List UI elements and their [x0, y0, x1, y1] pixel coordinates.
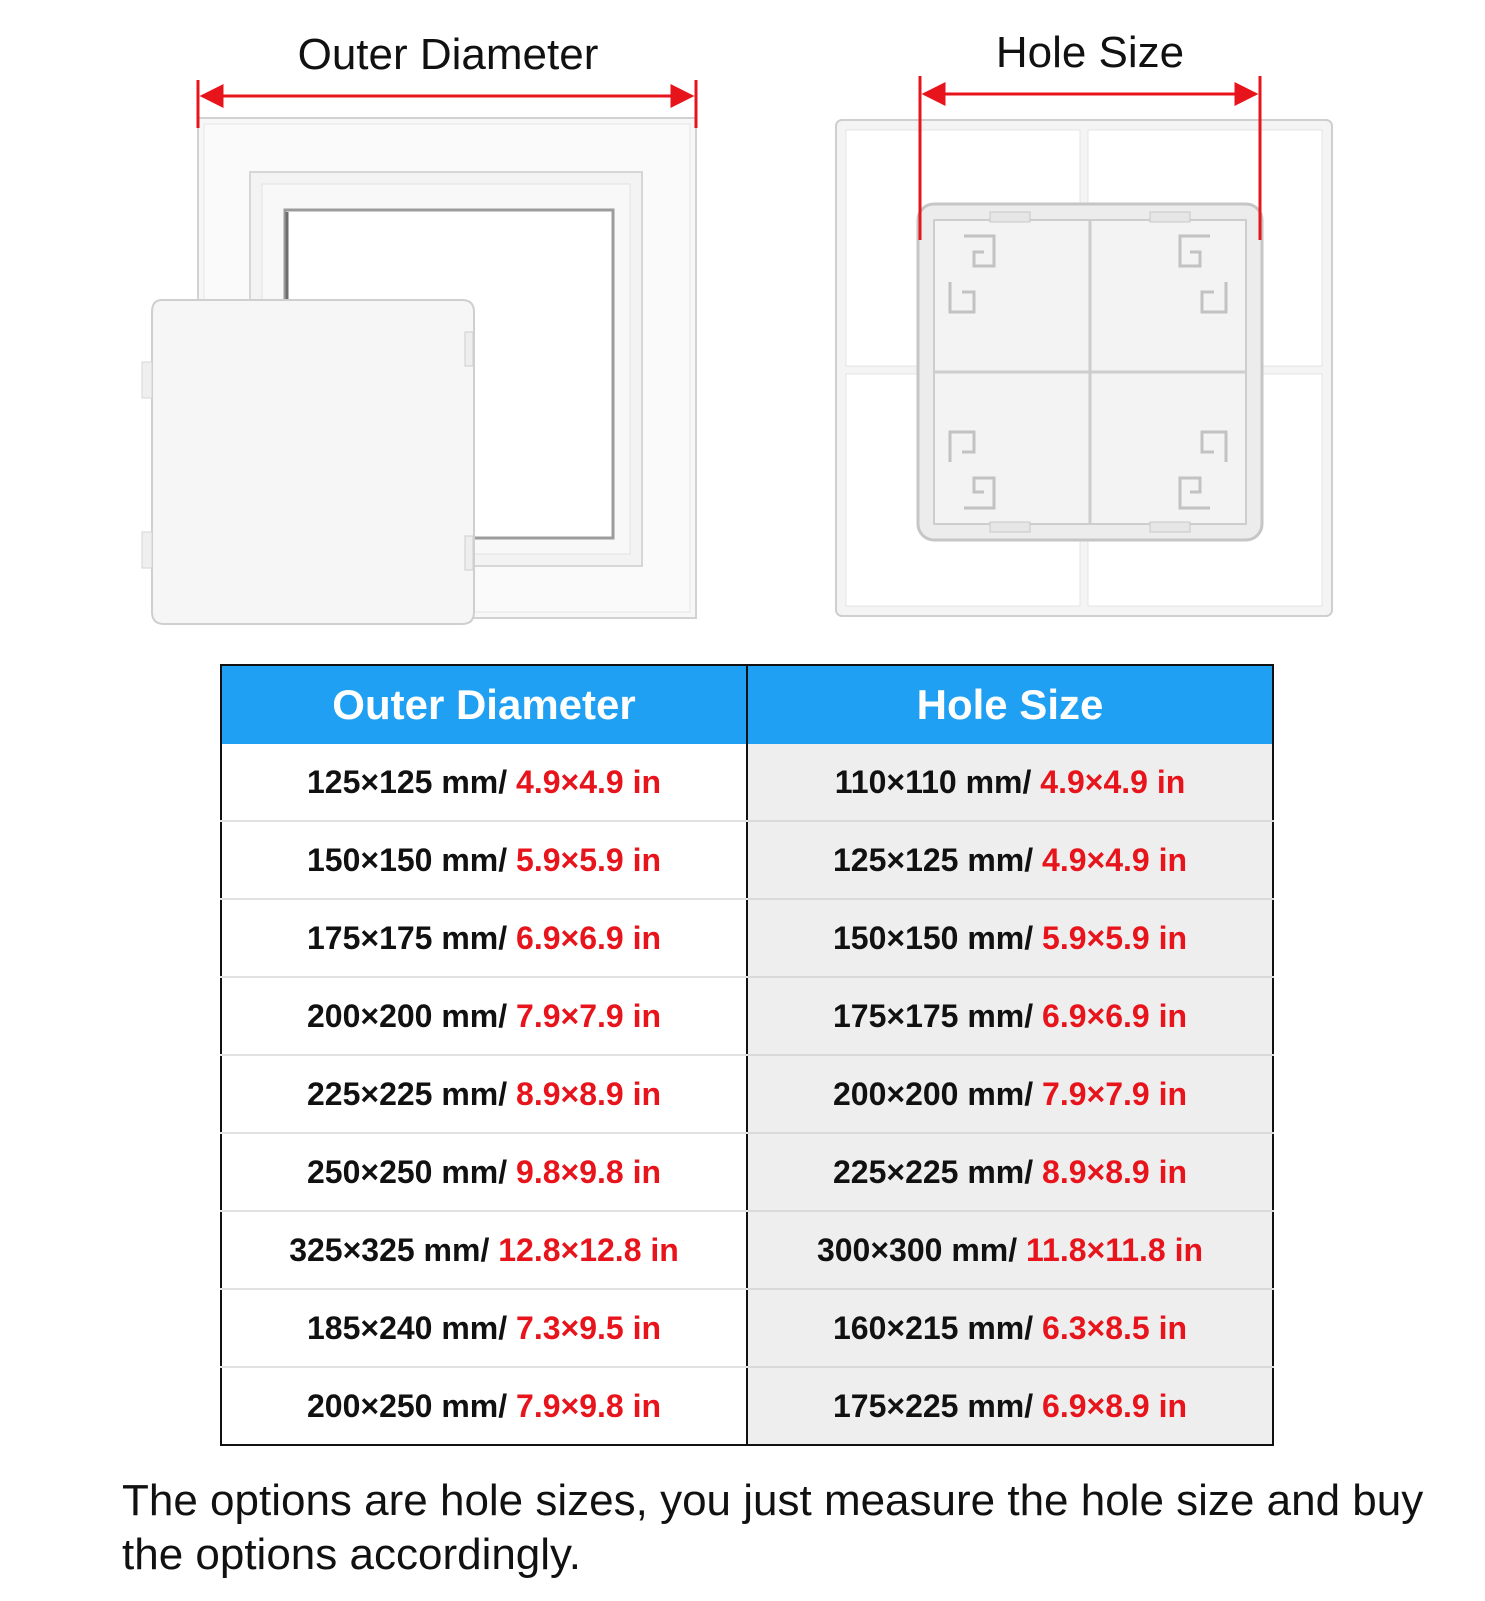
hole-inch-value: 6.9×8.9 in — [1042, 1387, 1188, 1424]
outer-mm-value: 250×250 mm/ — [306, 1153, 517, 1190]
access-panel-front-image — [142, 118, 696, 624]
outer-diameter-cell — [221, 1055, 747, 1133]
hole-mm-value: 200×200 mm/ — [832, 1075, 1043, 1112]
outer-mm-value: 150×150 mm/ — [306, 841, 517, 878]
table-header-row — [221, 665, 1273, 744]
hole-size-cell — [747, 1211, 1273, 1289]
outer-inch-value: 7.9×9.8 in — [516, 1387, 662, 1424]
hole-mm-value: 110×110 mm/ — [834, 763, 1041, 800]
table-row — [221, 744, 1273, 821]
outer-mm-value: 325×325 mm/ — [289, 1231, 499, 1268]
table-row — [221, 821, 1273, 899]
hole-size-cell — [747, 1289, 1273, 1367]
hole-inch-value: 11.8×11.8 in — [1026, 1231, 1204, 1268]
hole-mm-value: 160×215 mm/ — [832, 1309, 1043, 1346]
hole-size-cell — [747, 1133, 1273, 1211]
table-row — [221, 899, 1273, 977]
hole-mm-value: 225×225 mm/ — [832, 1153, 1043, 1190]
outer-inch-value: 12.8×12.8 in — [498, 1231, 679, 1268]
outer-mm-value: 200×250 mm/ — [306, 1387, 517, 1424]
outer-diameter-cell — [221, 1211, 747, 1289]
hole-inch-value: 6.9×6.9 in — [1042, 997, 1188, 1034]
table-row — [221, 1367, 1273, 1445]
hole-inch-value: 7.9×7.9 in — [1042, 1075, 1188, 1112]
hole-inch-value: 5.9×5.9 in — [1042, 919, 1188, 956]
hole-inch-value: 8.9×8.9 in — [1042, 1153, 1188, 1190]
outer-mm-value: 200×200 mm/ — [306, 997, 517, 1034]
outer-diameter-cell — [221, 744, 747, 821]
instruction-note: The options are hole sizes, you just measure the hole size and buy the options accordingly. — [122, 1476, 1424, 1579]
outer-inch-value: 7.3×9.5 in — [516, 1309, 662, 1346]
hole-mm-value: 175×225 mm/ — [832, 1387, 1043, 1424]
hole-size-cell — [747, 1367, 1273, 1445]
outer-inch-value: 6.9×6.9 in — [516, 919, 662, 956]
hole-size-cell — [747, 1055, 1273, 1133]
hole-size-label: Hole Size — [995, 28, 1185, 77]
outer-diameter-cell — [221, 1289, 747, 1367]
table-row — [221, 1289, 1273, 1367]
outer-inch-value: 9.8×9.8 in — [516, 1153, 662, 1190]
outer-diameter-cell — [221, 1133, 747, 1211]
table-row — [221, 1055, 1273, 1133]
size-table — [220, 664, 1274, 1446]
hole-size-cell — [747, 977, 1273, 1055]
hole-inch-value: 4.9×4.9 in — [1040, 763, 1186, 800]
hole-mm-value: 150×150 mm/ — [832, 919, 1043, 956]
table-body — [221, 744, 1273, 1445]
outer-mm-value: 225×225 mm/ — [306, 1075, 517, 1112]
outer-diameter-cell — [221, 899, 747, 977]
outer-diameter-label: Outer Diameter — [297, 30, 599, 79]
outer-mm-value: 185×240 mm/ — [306, 1309, 517, 1346]
outer-inch-value: 4.9×4.9 in — [516, 763, 662, 800]
hole-mm-value: 125×125 mm/ — [832, 841, 1043, 878]
hole-size-cell — [747, 899, 1273, 977]
outer-inch-value: 5.9×5.9 in — [516, 841, 662, 878]
table-row — [221, 1133, 1273, 1211]
header-hole-size: Hole Size — [747, 665, 1273, 744]
outer-diameter-cell — [221, 977, 747, 1055]
hole-mm-value: 300×300 mm/ — [816, 1231, 1026, 1268]
header-outer-diameter: Outer Diameter — [221, 665, 747, 744]
table-row — [221, 977, 1273, 1055]
hole-size-cell — [747, 744, 1273, 821]
hole-size-cell — [747, 821, 1273, 899]
outer-diameter-cell — [221, 1367, 747, 1445]
outer-mm-value: 125×125 mm/ — [306, 763, 517, 800]
outer-inch-value: 8.9×8.9 in — [516, 1075, 662, 1112]
table-row — [221, 1211, 1273, 1289]
outer-diameter-cell — [221, 821, 747, 899]
outer-mm-value: 175×175 mm/ — [306, 919, 517, 956]
hole-inch-value: 6.3×8.5 in — [1042, 1309, 1188, 1346]
access-panel-back-image — [836, 120, 1332, 616]
outer-inch-value: 7.9×7.9 in — [516, 997, 662, 1034]
product-illustrations — [0, 0, 1485, 660]
hole-mm-value: 175×175 mm/ — [832, 997, 1043, 1034]
hole-inch-value: 4.9×4.9 in — [1042, 841, 1188, 878]
